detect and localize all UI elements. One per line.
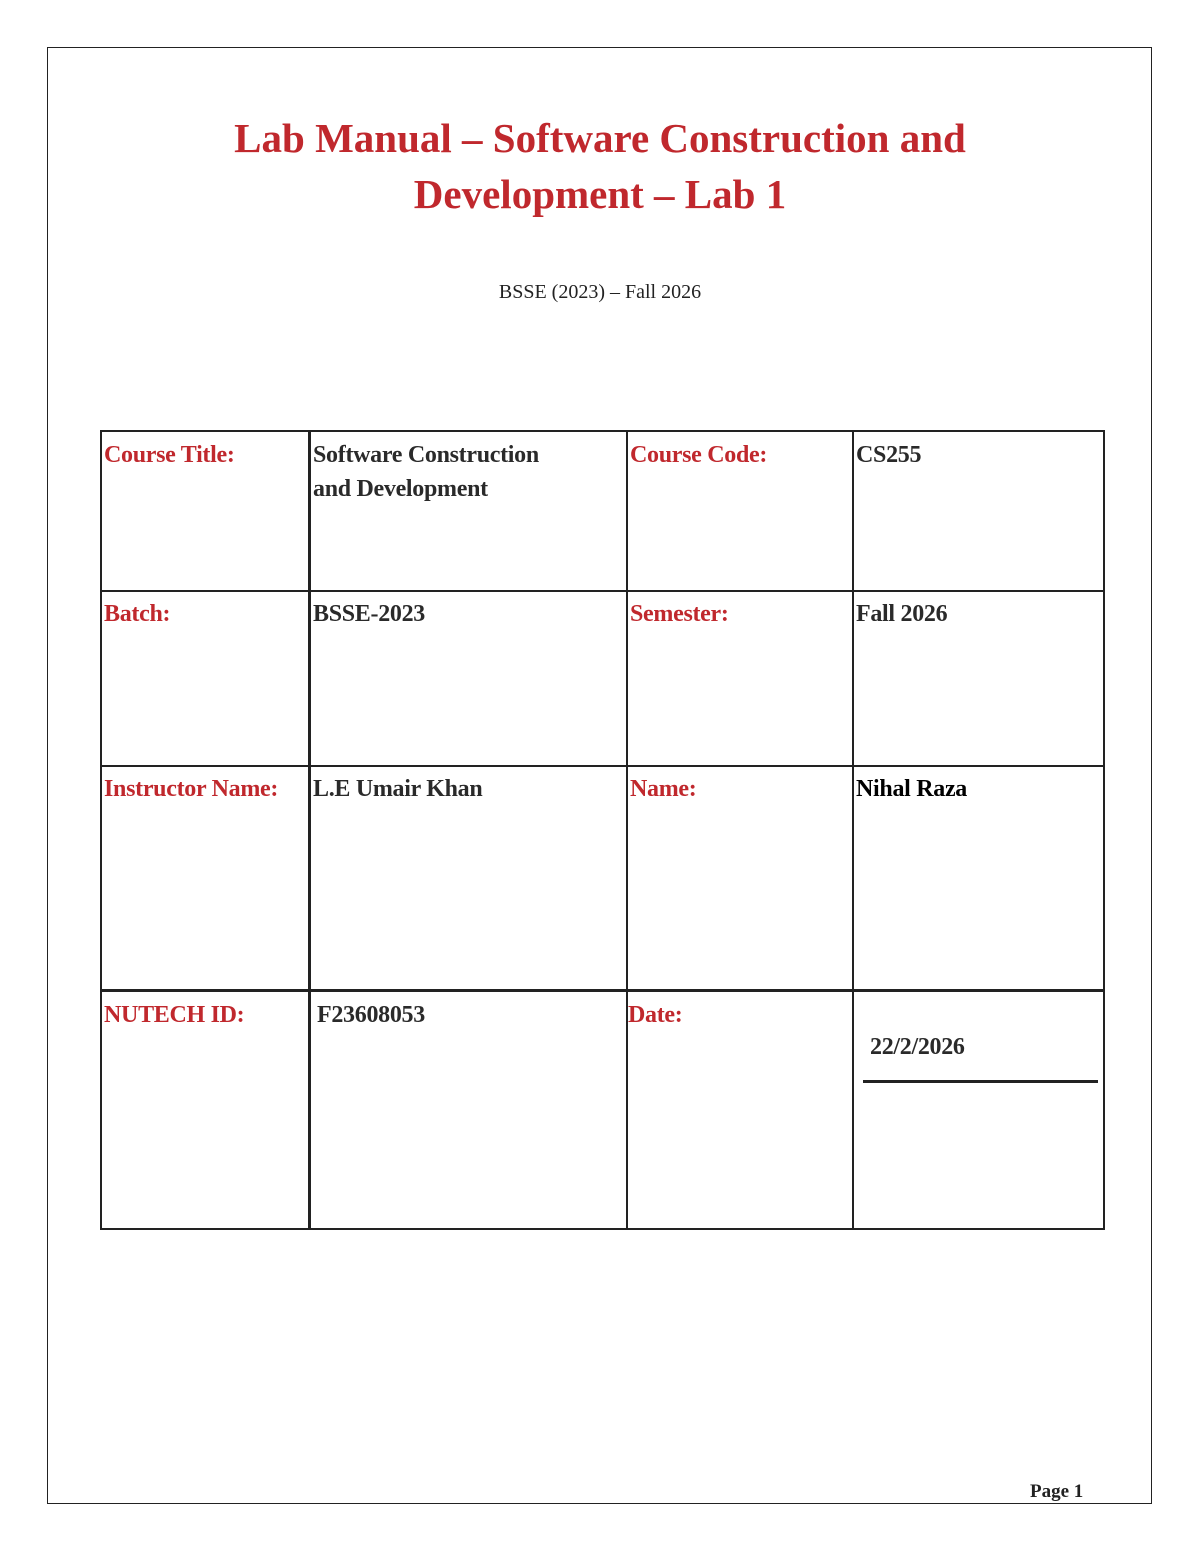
table-row-divider [100, 989, 1105, 992]
semester-value: Fall 2026 [856, 601, 948, 627]
date-underline [863, 1080, 1098, 1083]
date-value: 22/2/2026 [870, 1034, 965, 1060]
semester-label: Semester: [630, 601, 729, 627]
batch-label: Batch: [104, 601, 171, 627]
table-row-divider [100, 590, 1105, 592]
table-row-divider [100, 765, 1105, 767]
course-code-label: Course Code: [630, 442, 768, 468]
instructor-name-label: Instructor Name: [104, 776, 279, 802]
course-info-table [100, 430, 1105, 1229]
table-border-bottom [100, 1228, 1105, 1230]
date-label: Date: [628, 1002, 683, 1028]
document-subtitle: BSSE (2023) – Fall 2026 [498, 281, 702, 303]
batch-value: BSSE-2023 [313, 601, 426, 627]
nutech-id-value: F23608053 [317, 1002, 425, 1028]
table-column-divider [626, 430, 628, 1229]
nutech-id-label: NUTECH ID: [104, 1002, 245, 1028]
course-title-value [313, 438, 539, 506]
table-column-divider [308, 430, 311, 1229]
instructor-name-value: L.E Umair Khan [313, 776, 483, 802]
title-line-2: Development – Lab 1 [413, 171, 787, 217]
table-border-right [1103, 430, 1105, 1229]
student-name-value: Nihal Raza [856, 776, 968, 802]
table-border-left [100, 430, 102, 1229]
table-column-divider [852, 430, 854, 1229]
page-number: Page 1 [1030, 1481, 1084, 1502]
student-name-label: Name: [630, 776, 697, 802]
table-border-top [100, 430, 1105, 432]
course-title-value-line-2: and Development [313, 476, 488, 502]
title-line-1: Lab Manual – Software Construction and [234, 115, 966, 161]
course-code-value: CS255 [856, 442, 922, 468]
course-title-label: Course Title: [104, 442, 235, 468]
course-title-value-line-1: Software Construction [313, 442, 539, 468]
document-title [150, 110, 1050, 222]
